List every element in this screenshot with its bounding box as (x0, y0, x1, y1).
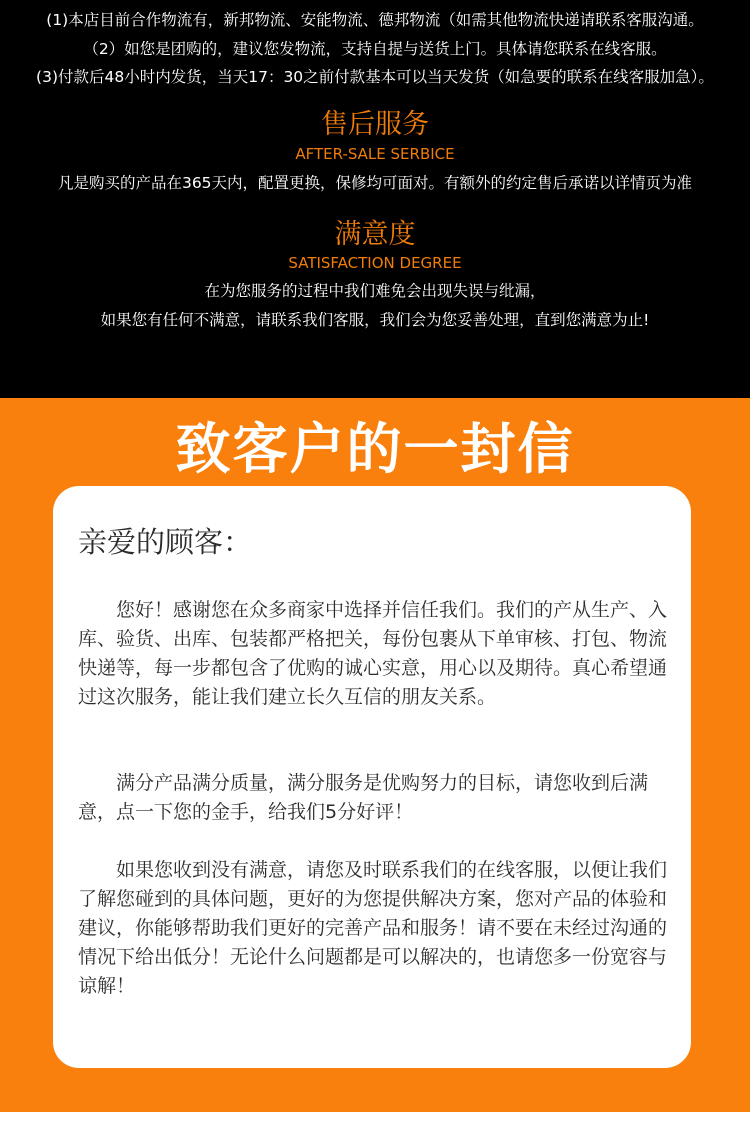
letter-heading: 致客户的一封信 (175, 417, 575, 481)
letter-greeting: 亲爱的顾客： (78, 525, 253, 559)
bottom-strip (0, 1112, 750, 1137)
satisfaction-line-2: 如果您有任何不满意，请联系我们客服，我们会为您妥善处理，直到您满意为止! (100, 311, 650, 329)
satisfaction-title: 满意度 (334, 219, 416, 250)
letter-paragraph-3: 如果您收到没有满意，请您及时联系我们的在线客服，以便让我们了解您碰到的具体问题，更好的为您提供解决方案，您对产品的体验和建议，你能够帮助我们更好的完善产品和服务！请不要在未经过沟通的情况下给出低分！无论什么问题都是可以解决的，也请您多一份宽容与谅解！ (78, 859, 668, 997)
shipping-note-3: (3)付款后48小时内发货，当天17：30之前付款基本可以当天发货（如急要的联系在线客服加急）。 (36, 68, 714, 86)
letter-section (0, 398, 750, 1112)
shipping-note-1: (1)本店目前合作物流有，新邦物流、安能物流、德邦物流（如需其他物流快递请联系客服沟通。 (46, 11, 704, 29)
after-sale-text: 凡是购买的产品在365天内，配置更换，保修均可面对。有额外的约定售后承诺以详情页为准 (57, 174, 693, 192)
letter-paragraph-2: 满分产品满分质量，满分服务是优购努力的目标，请您收到后满意，点一下您的金手，给我们5分好评！ (78, 772, 649, 823)
shipping-note-2: （2）如您是团购的，建议您发物流，支持自提与送货上门。具体请您联系在线客服。 (83, 40, 667, 58)
satisfaction-line-1: 在为您服务的过程中我们难免会出现失误与纰漏， (204, 282, 546, 300)
after-sale-subtitle: AFTER-SALE SERBICE (295, 145, 455, 163)
policy-section (0, 0, 750, 398)
satisfaction-subtitle: SATISFACTION DEGREE (288, 254, 462, 272)
letter-card (53, 486, 691, 1068)
after-sale-title: 售后服务 (321, 109, 429, 140)
letter-paragraph-1: 您好！感谢您在众多商家中选择并信任我们。我们的产从生产、入库、验货、出库、包装都严格把关，每份包裹从下单审核、打包、物流快递等，每一步都包含了优购的诚心实意，用心以及期待。真心希望通过这次服务，能让我们建立长久互信的朋友关系。 (78, 599, 668, 708)
